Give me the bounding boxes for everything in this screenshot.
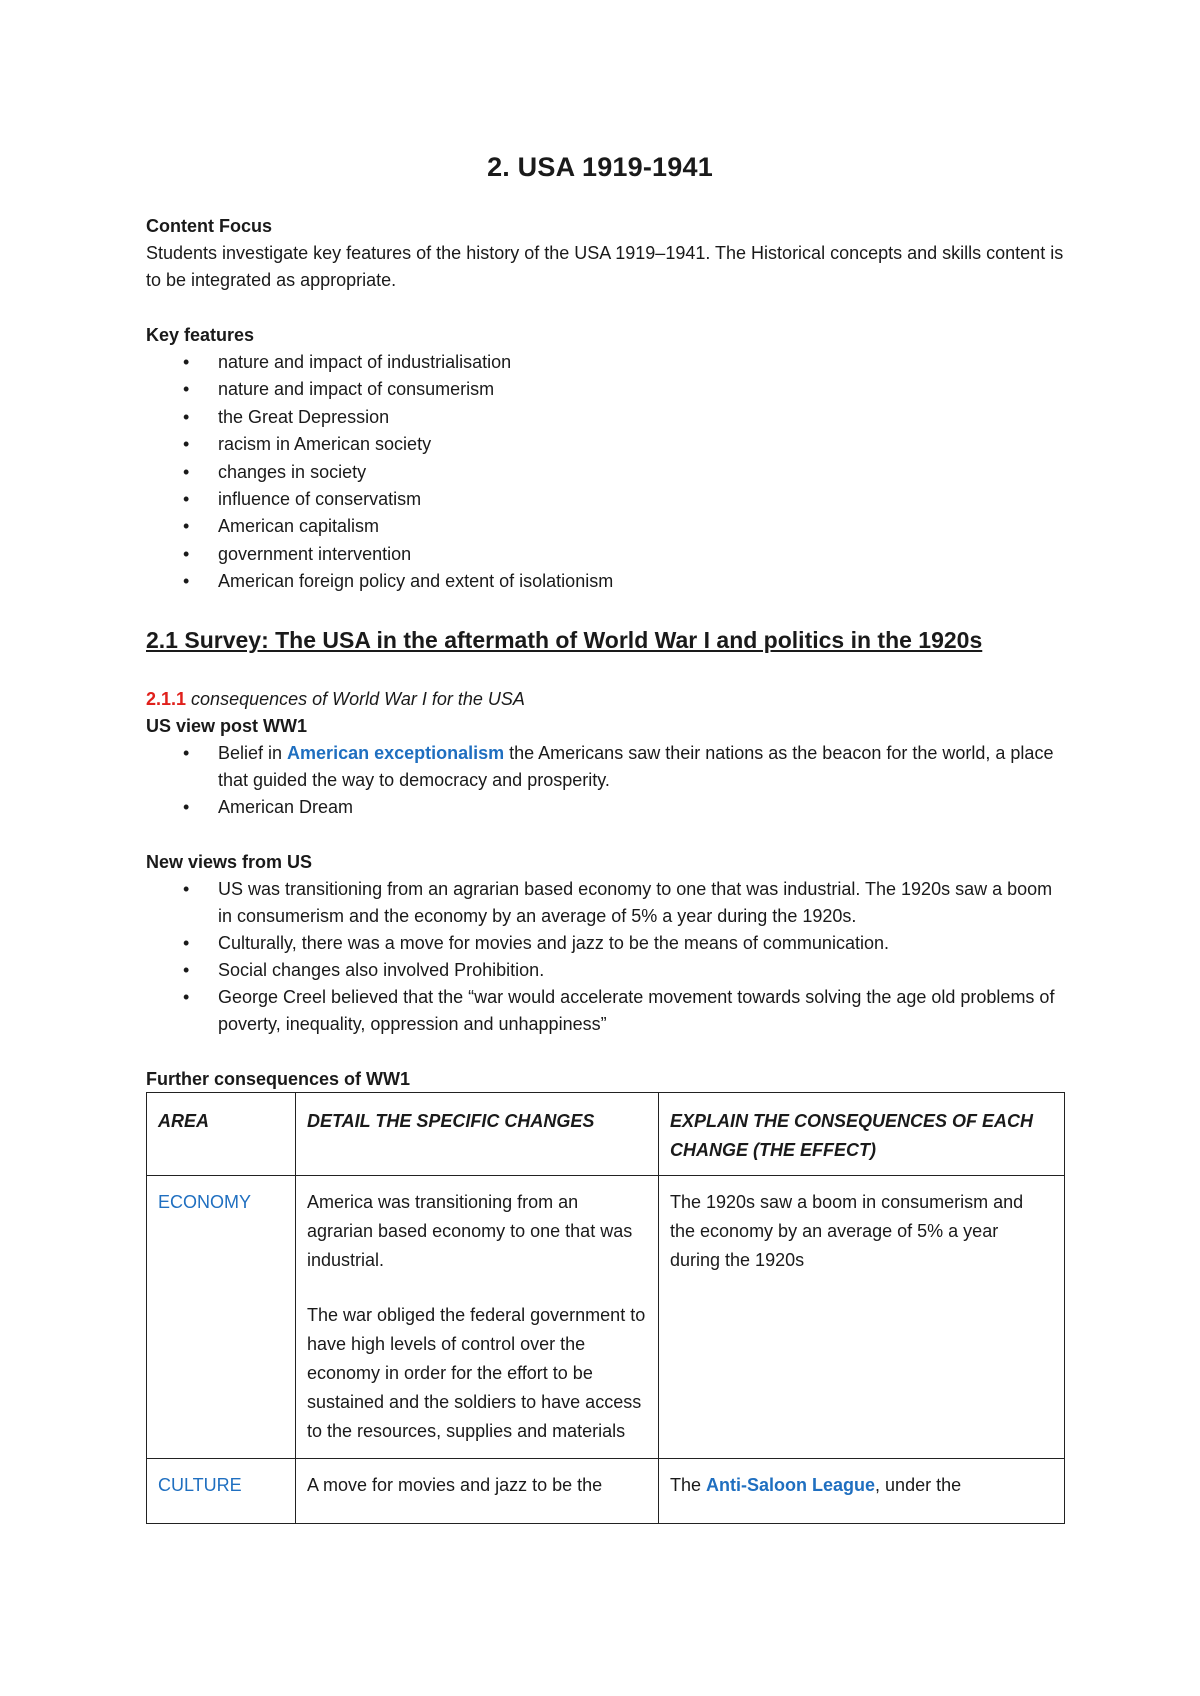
column-header-effect: EXPLAIN THE CONSEQUENCES OF EACH CHANGE (THE EFFECT) xyxy=(659,1093,1065,1176)
further-consequences-heading: Further consequences of WW1 xyxy=(146,1069,411,1089)
list-item: • George Creel believed that the “war would accelerate movement towards solving the age old problems of poverty, inequality, oppression and unhappiness” xyxy=(146,984,1066,1038)
list-item: • US was transitioning from an agrarian based economy to one that was industrial. The 1920s saw a boom in consumerism and the economy by an average of 5% a year during the 1920s. xyxy=(146,876,1066,930)
section-heading: 2.1 Survey: The USA in the aftermath of World War I and politics in the 1920s xyxy=(146,627,983,653)
effect-cell: The Anti-Saloon League, under the xyxy=(659,1459,1065,1524)
us-view-heading: US view post WW1 xyxy=(146,716,308,736)
consequences-table xyxy=(146,1092,1065,1524)
subsection-number: 2.1.1 xyxy=(146,689,187,709)
subsection-heading xyxy=(146,686,1066,713)
anti-saloon-league-link[interactable]: Anti-Saloon League xyxy=(706,1475,876,1495)
table-row xyxy=(147,1459,1065,1524)
list-item: • government intervention xyxy=(146,541,1066,568)
list-item: • Culturally, there was a move for movies and jazz to be the means of communication. xyxy=(146,930,1066,957)
detail-cell: America was transitioning from an agrarian based economy to one that was industrial. The war obliged the federal government to have high levels of control over the economy in order for the effort to be sustained and the soldiers to have access to the resources, supplies and materials xyxy=(296,1176,659,1459)
key-features-list xyxy=(146,349,1066,596)
subsection-title: consequences of World War I for the USA xyxy=(186,689,525,709)
list-item: • the Great Depression xyxy=(146,404,1066,431)
page-title: 2. USA 1919-1941 xyxy=(487,152,713,182)
list-item: • American foreign policy and extent of isolationism xyxy=(146,568,1066,595)
list-item: • racism in American society xyxy=(146,431,1066,458)
detail-cell: A move for movies and jazz to be the xyxy=(296,1459,659,1524)
new-views-heading: New views from US xyxy=(146,852,313,872)
list-item: • American capitalism xyxy=(146,513,1066,540)
table-header-row xyxy=(147,1093,1065,1176)
us-view-list xyxy=(146,740,1066,821)
list-item: • influence of conservatism xyxy=(146,486,1066,513)
content-focus-heading: Content Focus xyxy=(146,216,272,236)
table-row xyxy=(147,1176,1065,1459)
column-header-area: AREA xyxy=(147,1093,296,1176)
key-features-heading: Key features xyxy=(146,325,255,345)
list-item: • American Dream xyxy=(146,794,1066,821)
content-focus-text: Students investigate key features of the history of the USA 1919–1941. The Historical concepts and skills content is to be integrated as appropriate. xyxy=(146,243,1064,290)
effect-cell: The 1920s saw a boom in consumerism and the economy by an average of 5% a year during the 1920s xyxy=(659,1176,1065,1459)
area-cell: ECONOMY xyxy=(147,1176,296,1459)
list-item: • Belief in American exceptionalism the Americans saw their nations as the beacon for the world, a place that guided the way to democracy and prosperity. xyxy=(146,740,1066,794)
new-views-list xyxy=(146,876,1066,1038)
american-exceptionalism-link[interactable]: American exceptionalism xyxy=(287,743,505,763)
list-item: • nature and impact of consumerism xyxy=(146,376,1066,403)
list-item: • nature and impact of industrialisation xyxy=(146,349,1066,376)
list-item: • changes in society xyxy=(146,459,1066,486)
list-item: • Social changes also involved Prohibition. xyxy=(146,957,1066,984)
area-cell: CULTURE xyxy=(147,1459,296,1524)
column-header-detail: DETAIL THE SPECIFIC CHANGES xyxy=(296,1093,659,1176)
